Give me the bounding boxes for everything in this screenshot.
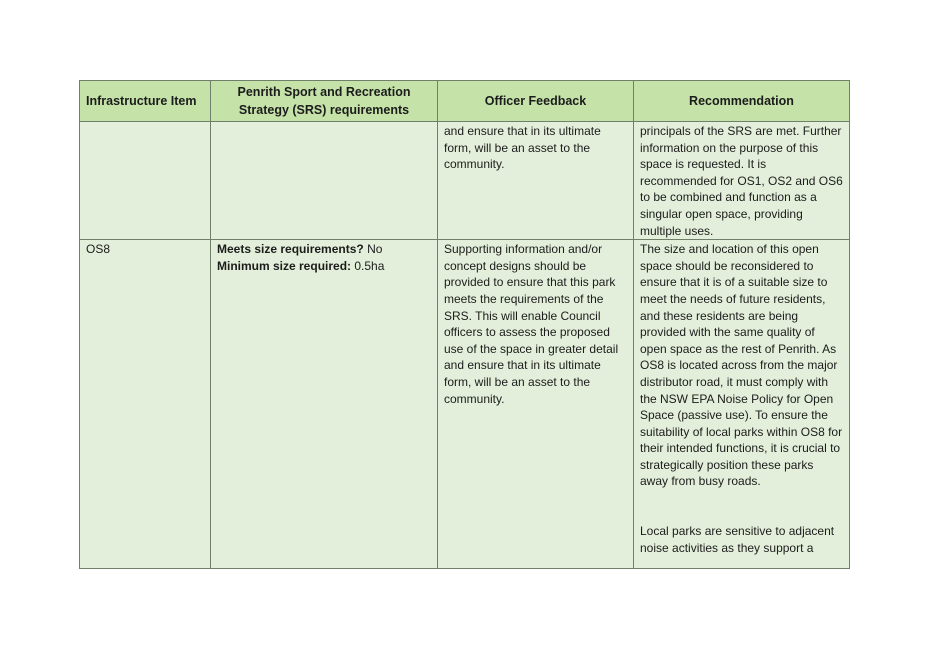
header-recommendation: Recommendation bbox=[634, 81, 850, 122]
minimum-size-label: Minimum size required: bbox=[217, 258, 352, 273]
minimum-size-value: 0.5ha bbox=[354, 258, 385, 273]
cell-item bbox=[80, 122, 211, 240]
header-infrastructure-item: Infrastructure Item bbox=[80, 81, 211, 122]
cell-feedback: and ensure that in its ultimate form, will be an asset to the community. bbox=[438, 122, 634, 240]
table-row bbox=[80, 122, 850, 240]
infrastructure-table bbox=[79, 80, 850, 569]
header-srs-requirements: Penrith Sport and Recreation Strategy (SRS) requirements bbox=[211, 81, 438, 122]
cell-recommendation bbox=[634, 240, 850, 569]
cell-requirements bbox=[211, 122, 438, 240]
header-officer-feedback: Officer Feedback bbox=[438, 81, 634, 122]
size-requirement-label: Meets size requirements? bbox=[217, 242, 364, 257]
cell-feedback: Supporting information and/or concept designs should be provided to ensure that this park meets the requirements of the SRS. This will enable Council officers to assess the proposed use of the space in greater detail and ensure that in its ultimate form, will be an asset to the community. bbox=[438, 240, 634, 569]
cell-recommendation: principals of the SRS are met. Further information on the purpose of this space is requested. It is recommended for OS1, OS2 and OS6 to be combined and function as a singular open space, providing multiple uses. bbox=[634, 122, 850, 240]
header-row bbox=[80, 81, 850, 122]
cell-item: OS8 bbox=[80, 240, 211, 569]
cell-requirements bbox=[211, 240, 438, 569]
size-requirement-value: No bbox=[367, 242, 383, 257]
table-row bbox=[80, 240, 850, 569]
recommendation-paragraph: The size and location of this open space should be reconsidered to ensure that it is of a suitable size to meet the needs of future residents, and these residents are being provided with the same quality of open space as the rest of Penrith. As OS8 is located across from the major distributor road, it must comply with the NSW EPA Noise Policy for Open Space (passive use). To ensure the suitability of local parks within OS8 for their intended functions, it is crucial to strategically position these parks away from busy roads. bbox=[640, 242, 843, 489]
recommendation-paragraph: Local parks are sensitive to adjacent noise activities as they support a bbox=[640, 524, 835, 555]
